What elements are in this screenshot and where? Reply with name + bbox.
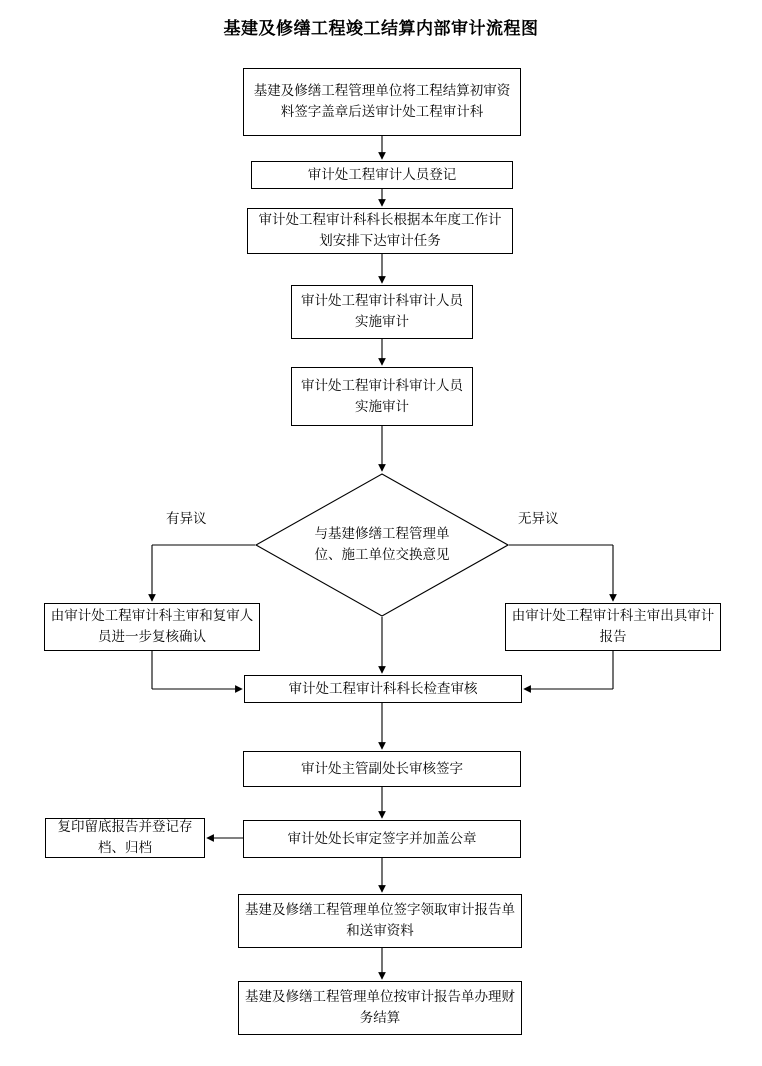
- node-label: 审计处工程审计科审计人员实施审计: [301, 377, 463, 414]
- node-label: 基建及修缮工程管理单位将工程结算初审资料签字盖章后送审计处工程审计科: [253, 83, 511, 119]
- node-copy-and-archive: [45, 818, 205, 858]
- node-issue-audit-report: [505, 603, 721, 651]
- node-register-auditor: [251, 161, 513, 189]
- node-label: 基建及修缮工程管理单位按审计报告单办理财务结算: [245, 989, 515, 1025]
- node-label-wrapper: [255, 473, 509, 617]
- edge-label-no-objection: 无异议: [518, 511, 559, 526]
- edge-label-has-objection: 有异议: [166, 511, 207, 526]
- node-assign-audit-task: [247, 208, 513, 254]
- node-label: 审计处主管副处长审核签字: [301, 760, 463, 776]
- node-label: 由审计处工程审计科主审出具审计报告: [511, 608, 715, 644]
- node-label: 审计处工程审计科科长根据本年度工作计划安排下达审计任务: [258, 212, 502, 248]
- node-label: 由审计处工程审计科主审和复审人员进一步复核确认: [50, 608, 254, 644]
- node-receive-report-materials: [238, 894, 522, 948]
- node-label: 审计处工程审计人员登记: [307, 166, 457, 182]
- node-submit-settlement-materials: [243, 68, 521, 136]
- node-label: 审计处工程审计科科长检查审核: [288, 680, 478, 696]
- node-label: 基建及修缮工程管理单位签字领取审计报告单和送审资料: [245, 902, 515, 938]
- node-label: 审计处处长审定签字并加盖公章: [287, 830, 477, 846]
- node-implement-audit-1: [291, 285, 473, 339]
- node-exchange-opinions-decision: [255, 473, 509, 617]
- node-director-final-sign: [243, 820, 521, 858]
- node-implement-audit-2: [291, 367, 473, 426]
- node-label: 审计处工程审计科审计人员实施审计: [301, 293, 463, 329]
- page-title: 基建及修缮工程竣工结算内部审计流程图: [223, 19, 539, 38]
- node-further-review-confirm: [44, 603, 260, 651]
- node-label: 与基建修缮工程管理单位、施工单位交换意见: [314, 526, 450, 562]
- node-label: 复印留底报告并登记存档、归档: [57, 819, 193, 855]
- node-financial-settlement: [238, 981, 522, 1035]
- node-deputy-director-sign: [243, 751, 521, 787]
- node-section-chief-check: [244, 675, 522, 703]
